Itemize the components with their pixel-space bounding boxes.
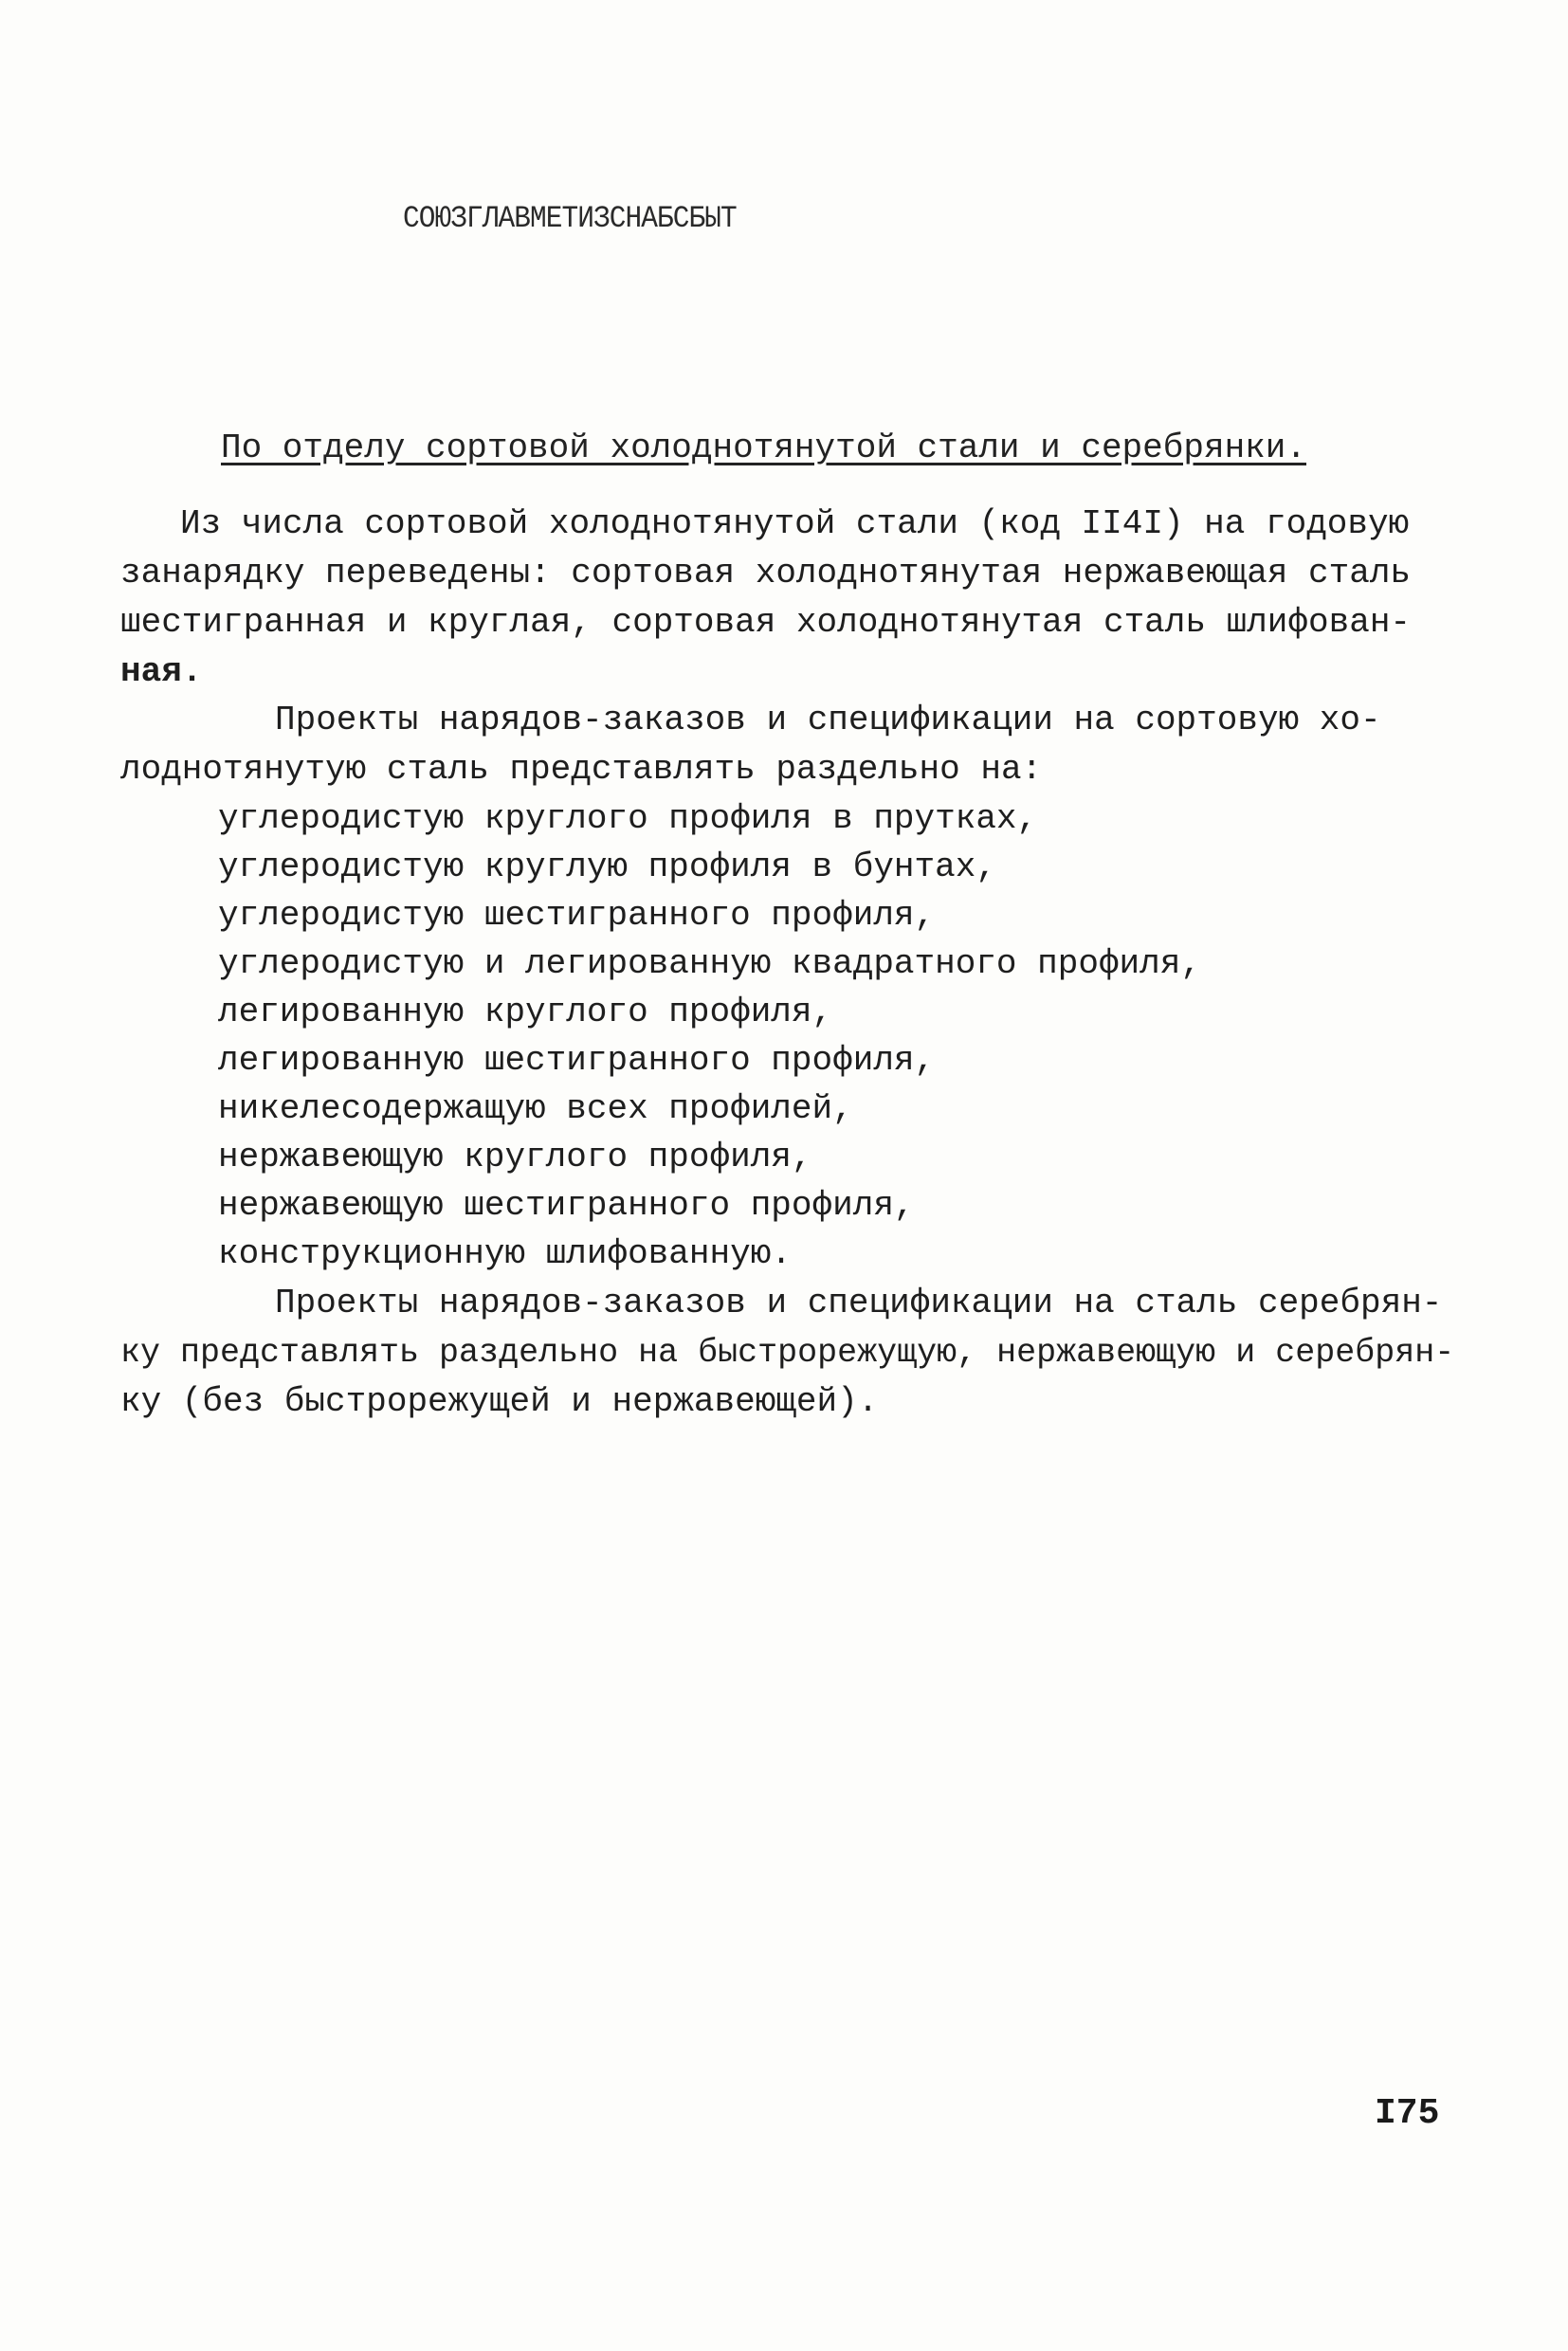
list-item: легированную шестигранного профиля, <box>218 1041 936 1080</box>
paragraph-1-line-1: Из числа сортовой холоднотянутой стали (код II4I) на годовую <box>180 504 1410 543</box>
paragraph-2-line-2: лоднотянутую сталь представлять раздельно на: <box>120 750 1043 789</box>
list-item: углеродистую и легированную квадратного профиля, <box>218 944 1201 983</box>
paragraph-1-line-2: занарядку переведены: сортовая холоднотянутая нержавеющая сталь <box>120 554 1412 592</box>
paragraph-3-line-3: ку (без быстрорежущей и нержавеющей). <box>120 1382 879 1421</box>
list-item: нержавеющую круглого профиля, <box>218 1138 812 1176</box>
organization-header: СОЮЗГЛАВМЕТИЗСНАБСБЫТ <box>403 201 737 236</box>
list-item: углеродистую круглую профиля в бунтах, <box>218 847 996 886</box>
paragraph-1-line-4: ная. <box>120 652 203 691</box>
list-item: углеродистую шестигранного профиля, <box>218 896 936 935</box>
paragraph-2-line-1: Проекты нарядов-заказов и спецификации на сортовую хо- <box>275 701 1381 739</box>
paragraph-3-line-2: ку представлять раздельно на быстрорежущую, нержавеющую и серебрян- <box>120 1334 1455 1372</box>
list-item: легированную круглого профиля, <box>218 993 833 1031</box>
paragraph-1-line-3: шестигранная и круглая, сортовая холоднотянутая сталь шлифован- <box>120 603 1412 642</box>
section-heading: По отделу сортовой холоднотянутой стали и серебрянки. <box>221 428 1306 467</box>
list-item: нержавеющую шестигранного профиля, <box>218 1186 915 1225</box>
list-item: конструкционную шлифованную. <box>218 1234 792 1273</box>
list-item: никелесодержащую всех профилей, <box>218 1089 853 1128</box>
page-number: I75 <box>1375 2093 1440 2134</box>
list-item: углеродистую круглого профиля в прутках, <box>218 799 1038 838</box>
paragraph-3-line-1: Проекты нарядов-заказов и спецификации на сталь серебрян- <box>275 1284 1443 1322</box>
